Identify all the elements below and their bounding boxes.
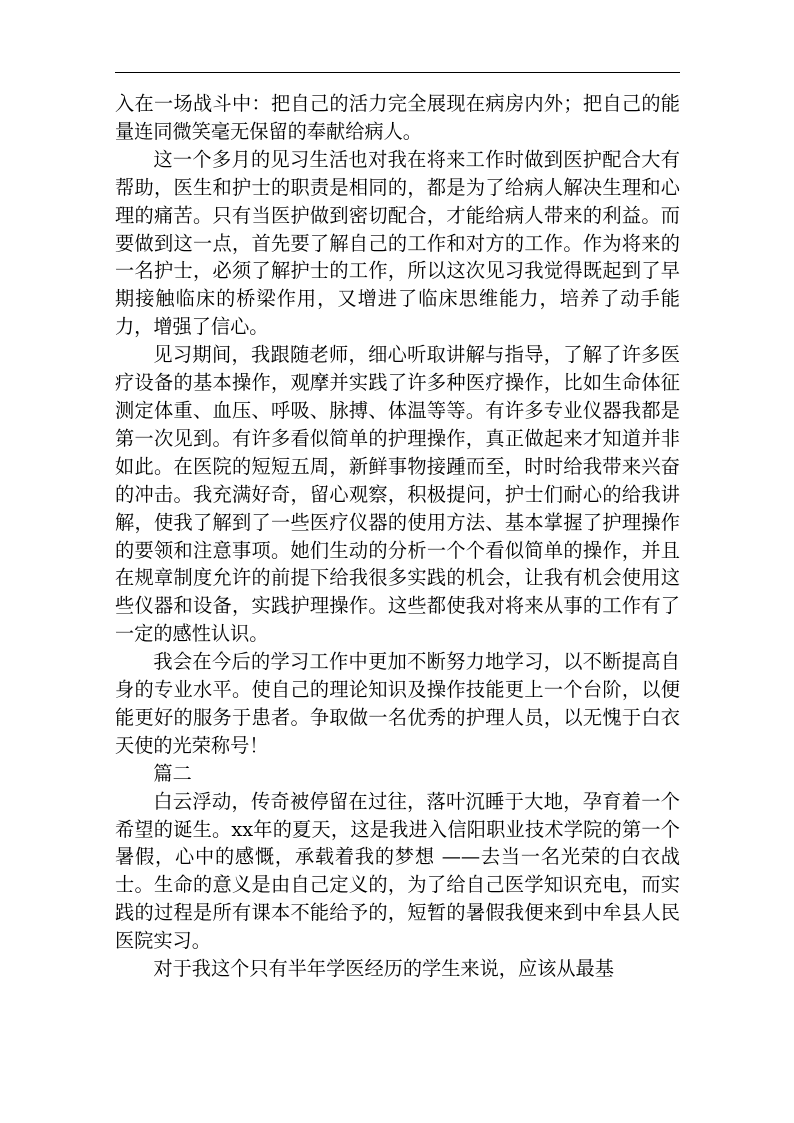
paragraph-future-study: 我会在今后的学习工作中更加不断努力地学习，以不断提高自身的专业水平。使自己的理论知识及操作技能更上一个台阶，以便能更好的服务于患者。争取做一名优秀的护理人员，以无愧于白衣天使的光荣称号！ (115, 650, 680, 757)
paragraph-trailing: 对于我这个只有半年学医经历的学生来说，应该从最基 (153, 957, 614, 981)
paragraph-summer-intro: 白云浮动，传奇被停留在过往，落叶沉睡于大地，孕育着一个希望的诞生。xx年的夏天，这是我进入信阳职业技术学院的第一个暑假，心中的感慨，承载着我的梦想 ——去当一名光荣的白衣战士。生命的意义是由自己定义的，为了给自己医学知识充电，而实践的过程是所有课本不能给予的，短暂的暑假我便来到中牟县人民医院实习。 (115, 789, 680, 953)
paragraph-internship-period: 见习期间，我跟随老师，细心听取讲解与指导，了解了许多医疗设备的基本操作，观摩并实践了许多种医疗操作，比如生命体征测定体重、血压、呼吸、脉搏、体温等等。有许多专业仪器我都是第一次见到。有许多看似简单的护理操作，真正做起来才知道并非如此。在医院的短短五周，新鲜事物接踵而至，时时给我带来兴奋的冲击。我充满好奇，留心观察，积极提问，护士们耐心的给我讲解，使我了解到了一些医疗仪器的使用方法、基本掌握了护理操作的要领和注意事项。她们生动的分析一个个看似简单的操作，并且在规章制度允许的前提下给我很多实践的机会，让我有机会使用这些仪器和设备，实践护理操作。这些都使我对将来从事的工作有了一定的感性认识。 (115, 343, 680, 646)
page-body (115, 90, 680, 983)
paragraph-cooperation: 这一个多月的见习生活也对我在将来工作时做到医护配合大有帮助，医生和护士的职责是相同的，都是为了给病人解决生理和心理的痛苦。只有当医护做到密切配合，才能给病人带来的利益。而要做到这一点，首先要了解自己的工作和对方的工作。作为将来的一名护士，必须了解护士的工作，所以这次见习我觉得既起到了早期接触临床的桥梁作用，又增进了临床思维能力，培养了动手能力，增强了信心。 (115, 147, 680, 339)
paragraph-continuation: 入在一场战斗中：把自己的活力完全展现在病房内外；把自己的能量连同微笑毫无保留的奉献给病人。 (115, 92, 680, 143)
header-rule (115, 72, 680, 73)
section-heading: 篇二 (153, 761, 192, 785)
